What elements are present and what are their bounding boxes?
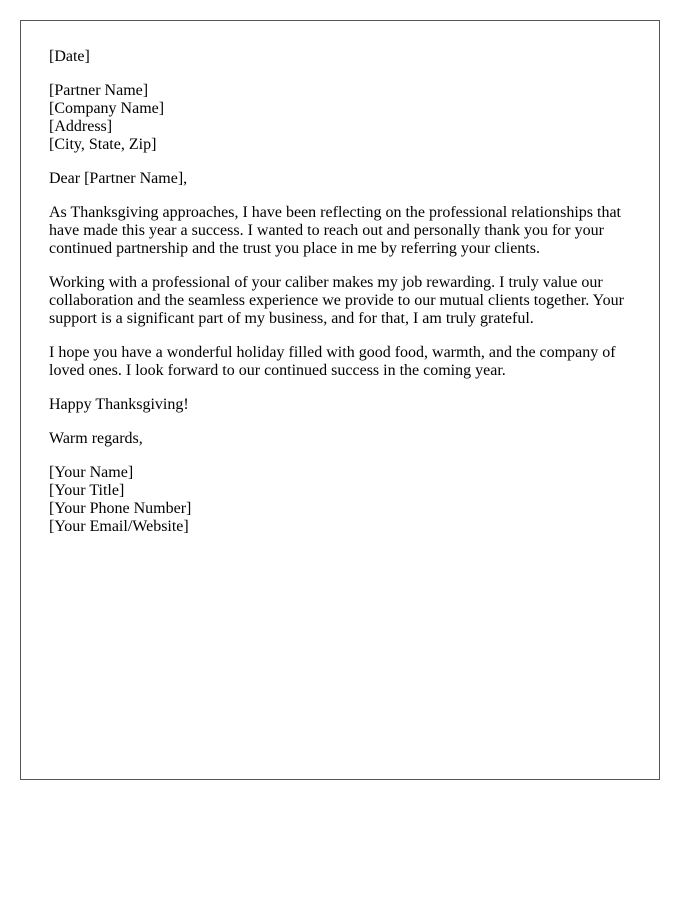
date-block — [49, 48, 639, 66]
signature-email: [Your Email/Website] — [49, 518, 189, 535]
paragraph-line: loved ones. I look forward to our continued success in the coming year. — [49, 362, 506, 379]
signature-block — [49, 464, 639, 536]
paragraph-line: support is a significant part of my business, and for that, I am truly grateful. — [49, 310, 534, 327]
salutation-text: Dear [Partner Name], — [49, 170, 188, 187]
paragraph-line: collaboration and the seamless experience we provide to our mutual clients together. Your — [49, 292, 624, 309]
recipient-address-block — [49, 82, 639, 154]
salutation — [49, 170, 639, 188]
recipient-company: [Company Name] — [49, 100, 165, 117]
signature-phone: [Your Phone Number] — [49, 500, 192, 517]
body-paragraph-2 — [49, 274, 639, 328]
body-paragraph-1 — [49, 204, 639, 258]
letter-date: [Date] — [49, 48, 90, 65]
recipient-city-state-zip: [City, State, Zip] — [49, 136, 157, 153]
paragraph-line: I hope you have a wonderful holiday filled with good food, warmth, and the company of — [49, 344, 616, 361]
closing-text: Warm regards, — [49, 430, 143, 447]
signature-title: [Your Title] — [49, 482, 125, 499]
paragraph-line: have made this year a success. I wanted to reach out and personally thank you for your — [49, 222, 604, 239]
paragraph-line: Working with a professional of your caliber makes my job rewarding. I truly value our — [49, 274, 603, 291]
letter-page — [20, 20, 660, 780]
body-paragraph-3 — [49, 344, 639, 380]
paragraph-line: continued partnership and the trust you place in me by referring your clients. — [49, 240, 540, 257]
holiday-greeting — [49, 396, 639, 414]
recipient-name: [Partner Name] — [49, 82, 149, 99]
closing — [49, 430, 639, 448]
letter-content — [49, 48, 639, 552]
signature-name: [Your Name] — [49, 464, 134, 481]
recipient-address: [Address] — [49, 118, 113, 135]
paragraph-line: As Thanksgiving approaches, I have been reflecting on the professional relationships that — [49, 204, 621, 221]
holiday-greeting-text: Happy Thanksgiving! — [49, 396, 189, 413]
